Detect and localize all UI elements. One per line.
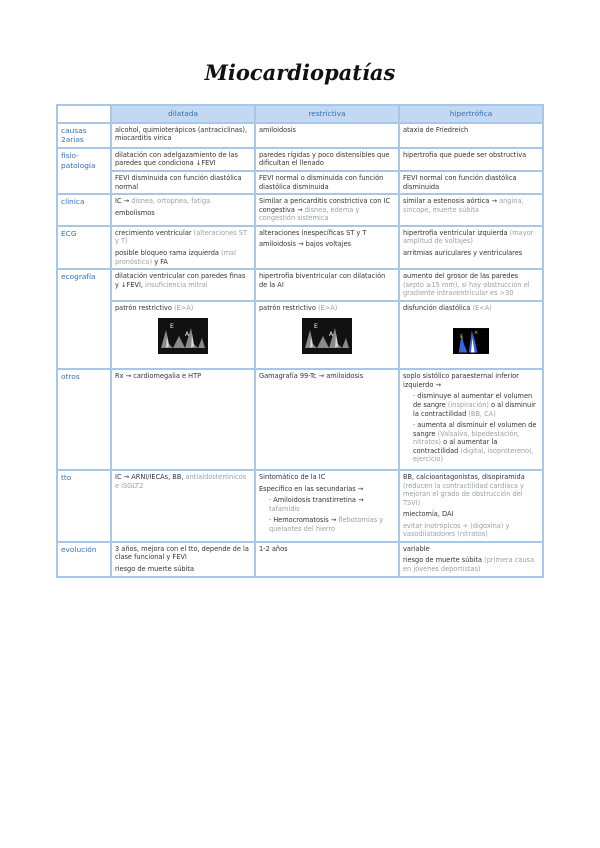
text-line: miectomía, DAI <box>403 510 454 519</box>
bullet-item <box>269 516 395 533</box>
row-eco <box>57 269 543 301</box>
echo-e-label: E <box>460 335 463 341</box>
text: y FA <box>152 257 168 266</box>
bullet-item <box>413 421 539 464</box>
text: disfunción diastólica <box>403 303 473 312</box>
text-muted: (mayor amplitud de voltajes) <box>403 228 534 246</box>
text-line: Específico en las secundarias → <box>259 484 364 493</box>
row-fisio <box>57 148 543 171</box>
text: patrón restrictivo <box>115 303 174 312</box>
row-evolucion <box>57 542 543 577</box>
cell-evolucion-hipertrofica <box>399 542 543 577</box>
text: disminuye al aumentar el volumen de sangre <box>413 392 533 409</box>
cell-ecg-dilatada <box>111 226 255 269</box>
cell-ecg-hipertrofica <box>399 226 543 269</box>
text-line <box>403 556 539 573</box>
cell-causas-restrictiva: amiloidosis <box>255 123 399 148</box>
header-row <box>57 105 543 123</box>
row-label-fisio: fisio-patología <box>57 148 111 194</box>
echo-doppler-image <box>302 318 352 354</box>
row-label-ecg: ECG <box>57 226 111 269</box>
text-line <box>115 249 251 266</box>
cell-evolucion-dilatada <box>111 542 255 577</box>
cell-fisio-dilatada-1: dilatación con adelgazamiento de las paredes que condiciona ↓FEVI <box>111 148 255 171</box>
text-line: embolismos <box>115 208 155 217</box>
cell-eco-dilatada-2 <box>111 301 255 370</box>
cell-otros-hipertrofica <box>399 369 543 470</box>
cell-eco-restrictiva-2 <box>255 301 399 370</box>
row-eco-sub <box>57 301 543 370</box>
cell-tto-hipertrofica <box>399 470 543 542</box>
text-muted: (septo ≥15 mm), si hay obstrucción el gradiente intraventricular es >30 <box>403 280 530 298</box>
corner-cell <box>57 105 111 123</box>
text: patrón restrictivo <box>259 303 318 312</box>
text-muted: insuficiencia mitral <box>145 280 208 289</box>
text: posible bloqueo rama izquierda <box>115 248 222 257</box>
text-line: Sintomático de la IC <box>259 472 326 481</box>
header-dilatada: dilatada <box>111 105 255 123</box>
text-muted: (inspiración) <box>447 401 489 409</box>
text-muted: (primera causa en jóvenes deportistas) <box>403 556 535 573</box>
row-otros <box>57 369 543 470</box>
cell-ecg-restrictiva <box>255 226 399 269</box>
text: crecimiento ventricular <box>115 228 194 237</box>
cell-eco-dilatada-1 <box>111 269 255 301</box>
text-muted: (mal pronóstico) <box>115 248 236 266</box>
row-label-tto: tto <box>57 470 111 542</box>
text: o al disminuir la contractilidad <box>413 401 536 418</box>
text: aumento del grosor de las paredes <box>403 272 519 281</box>
text-muted: disnea, ortopnea, fatiga <box>131 197 211 206</box>
cell-clinica-dilatada <box>111 194 255 226</box>
echo-a-label: A <box>474 331 478 337</box>
row-label-eco: ecografía <box>57 269 111 369</box>
text: similar a estenosis aórtica → <box>403 197 500 206</box>
cell-tto-restrictiva <box>255 470 399 542</box>
row-label-otros: otros <box>57 369 111 470</box>
text-line: soplo sistólico paraesternal inferior izquierdo → <box>403 372 519 389</box>
text-muted: (BB, CA) <box>468 409 496 418</box>
cell-clinica-hipertrofica <box>399 194 543 226</box>
row-label-causas: causas 2arias <box>57 123 111 148</box>
header-hipertrofica: hipertrófica <box>399 105 543 123</box>
echo-a-label: A <box>329 331 334 339</box>
text-muted: (alteraciones ST y T) <box>115 228 247 246</box>
cell-eco-hipertrofica-1 <box>399 269 543 301</box>
text-muted: angina, síncope, muerte súbita <box>403 197 524 214</box>
text-line <box>115 197 251 206</box>
text-line <box>403 473 539 507</box>
text-muted: (digital, isoproterenol, ejercicio) <box>413 446 534 464</box>
cell-causas-dilatada: alcohol, quimioterápicos (antraciclinas), miocarditis vírica <box>111 123 255 148</box>
row-label-clinica: clínica <box>57 194 111 226</box>
echo-doppler-image <box>453 318 489 364</box>
text-line: amiloidosis → bajos voltajes <box>259 240 351 249</box>
text: BB, calcioantagonistas, disopiramida <box>403 472 525 481</box>
text: Similar a pericarditis constrictiva con IC congestiva → <box>259 197 391 214</box>
bullet-item <box>413 392 539 418</box>
cell-otros-restrictiva: Gamagrafía 99-Tc → amiloidosis <box>255 369 399 470</box>
header-restrictiva: restrictiva <box>255 105 399 123</box>
cell-fisio-restrictiva-1: paredes rígidas y poco distensibles que dificultan el llenado <box>255 148 399 171</box>
echo-e-label: E <box>314 323 318 331</box>
cell-tto-dilatada <box>111 470 255 542</box>
text-line: riesgo de muerte súbita <box>115 565 195 573</box>
text: hipertrofia ventricular izquierda <box>403 228 510 237</box>
cardiomyopathy-table <box>56 104 544 578</box>
text-muted: (E<A) <box>472 303 492 312</box>
text-line: alteraciones inespecíficas ST y T <box>259 228 367 237</box>
text-line: variable <box>403 544 430 553</box>
row-tto <box>57 470 543 542</box>
echo-doppler-image <box>158 318 208 354</box>
cell-evolucion-restrictiva: 1-2 años <box>255 542 399 577</box>
text: o al aumentar la contractilidad <box>413 438 498 455</box>
cell-clinica-restrictiva <box>255 194 399 226</box>
cell-fisio-restrictiva-2: FEVI normal o disminuida con función diastólica disminuida <box>255 171 399 194</box>
cell-eco-restrictiva-1: hipertrofia biventricular con dilatación de la AI <box>255 269 399 301</box>
text-muted: (reducen la contractilidad cardíaca y mejoran el grado de obstrucción del TSVI) <box>403 481 524 507</box>
text-line: 3 años, mejora con el tto, depende de la clase funcional y FEVI <box>115 544 249 562</box>
text: Hemocromatosis → <box>273 516 339 525</box>
cell-eco-hipertrofica-2 <box>399 301 543 370</box>
cell-otros-dilatada: Rx → cardiomegalia e HTP <box>111 369 255 470</box>
row-ecg <box>57 226 543 269</box>
text: aumenta al disminuir el volumen de sangre <box>413 421 537 438</box>
text-muted: (Valsalva, bipedestación, nitratos) <box>413 429 520 447</box>
cell-fisio-hipertrofica-2: FEVI normal con función diastólica disminuida <box>399 171 543 194</box>
cell-causas-hipertrofica: ataxia de Friedreich <box>399 123 543 148</box>
text-line <box>115 229 251 246</box>
text: dilatación ventricular con paredes finas y ↓FEVI, <box>115 272 246 289</box>
bullet-item <box>269 496 395 513</box>
echo-a-label: A <box>185 331 190 339</box>
row-fisio-sub <box>57 171 543 194</box>
cell-fisio-dilatada-2: FEVI disminuida con función diastólica normal <box>111 171 255 194</box>
row-causas <box>57 123 543 148</box>
text-muted: (E>A) <box>173 303 194 312</box>
row-clinica <box>57 194 543 226</box>
page-title: Miocardiopatías <box>204 60 396 85</box>
text-muted: (E>A) <box>317 303 338 312</box>
text-line: arritmias auriculares y ventriculares <box>403 248 523 257</box>
echo-e-label: E <box>170 323 174 331</box>
text-muted: disnea, edema y congestión sistémica <box>259 205 360 223</box>
text-line <box>403 229 539 246</box>
text: IC → <box>115 197 132 206</box>
text-muted: flebotomías y quelantes del hierro <box>269 516 384 533</box>
row-label-evolucion: evolución <box>57 542 111 577</box>
text-muted: antialdosterónicos e iSGLT2 <box>115 472 247 490</box>
text: riesgo de muerte súbita <box>403 556 485 565</box>
text: IC → ARNI/IECAs, BB, <box>115 472 186 481</box>
text: Amiloidosis transtirretina → <box>273 496 364 505</box>
text-line: evitar inotrópicos + (digoxina) y vasodilatadores (nitratos) <box>403 521 510 539</box>
text-muted: tafamidis <box>269 504 300 513</box>
cell-fisio-hipertrofica-1: hipertrofia que puede ser obstructiva <box>399 148 543 171</box>
